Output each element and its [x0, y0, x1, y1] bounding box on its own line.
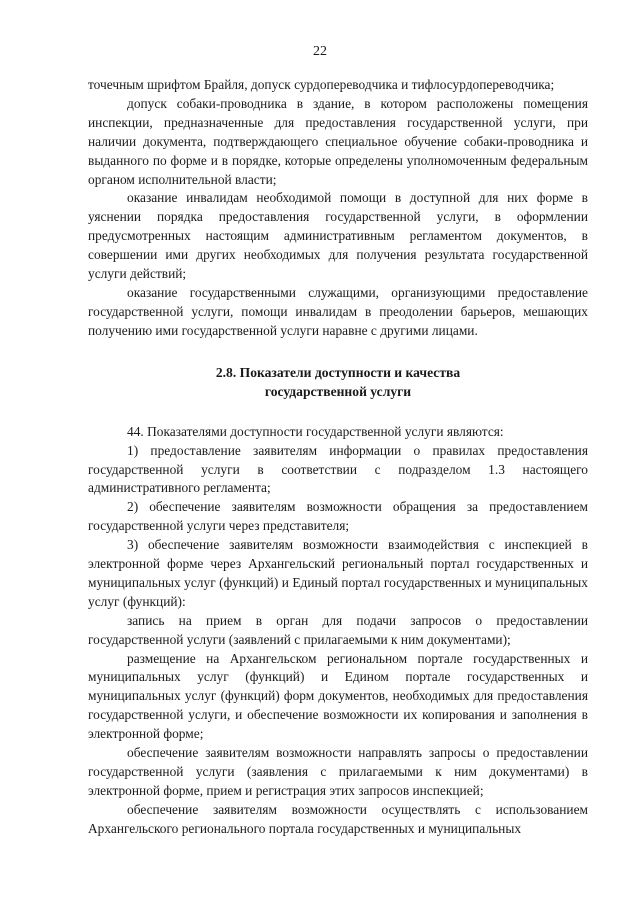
section-heading-line-1: 2.8. Показатели доступности и качества — [215, 364, 461, 380]
paragraph: запись на прием в орган для подачи запросов о предоставлении государственной услуги (заявлений с прилагаемыми к ним документами); — [88, 612, 588, 647]
document-body — [88, 76, 588, 839]
paragraph: обеспечение заявителям возможности осуществлять с использованием Архангельского регионального портала государственных и муниципальных — [88, 801, 588, 836]
paragraph-continuation: точечным шрифтом Брайля, допуск сурдопереводчика и тифлосурдопереводчика; — [88, 77, 555, 92]
paragraph: допуск собаки-проводника в здание, в котором расположены помещения инспекции, предназначенные для предоставления государственной услуги, при наличии документа, подтверждающего специальное обучение собаки-проводника и выданного по форме и в порядке, которые определены уполномоченным федеральным органом исполнительной власти; — [88, 95, 588, 187]
page-number: 22 — [313, 44, 327, 59]
paragraph: оказание государственными служащими, организующими предоставление государственной услуги, помощи инвалидам в преодолении барьеров, мешающих получению ими государственной услуги наравне с другими лицами. — [88, 284, 588, 338]
section-heading-line-2: государственной услуги — [264, 383, 412, 399]
paragraph: 3) обеспечение заявителям возможности взаимодействия с инспекцией в электронной форме через Архангельский региональный портал государственных и муниципальных услуг (функций) и Единый портал государственных и муниципальных услуг (функций): — [88, 537, 588, 609]
paragraph: 2) обеспечение заявителям возможности обращения за предоставлением государственной услуги через представителя; — [88, 499, 588, 534]
paragraph: обеспечение заявителям возможности направлять запросы о предоставлении государственной услуги (заявления с прилагаемыми к ним документами) в электронной форме, прием и регистрация этих запросов инспекцией; — [88, 745, 588, 798]
paragraph: 1) предоставление заявителям информации о правилах предоставления государственной услуги в соответствии с подразделом 1.3 настоящего административного регламента; — [88, 442, 588, 496]
paragraph: оказание инвалидам необходимой помощи в доступной для них форме в уяснении порядка предоставления государственной услуги, в оформлении предусмотренных настоящим административным регламентом документов, в совершении ими других необходимых для получения результата государственной услуги действий; — [88, 190, 588, 282]
section-heading — [88, 363, 588, 401]
paragraph: размещение на Архангельском региональном портале государственных и муниципальных услуг (функций) и Едином портале государственных и муниципальных услуг (функций) форм документов, необходимых для предоставления государственной услуги, и обеспечение возможности их копирования и заполнения в электронной форме; — [88, 650, 588, 742]
paragraph: 44. Показателями доступности государственной услуги являются: — [127, 423, 504, 439]
